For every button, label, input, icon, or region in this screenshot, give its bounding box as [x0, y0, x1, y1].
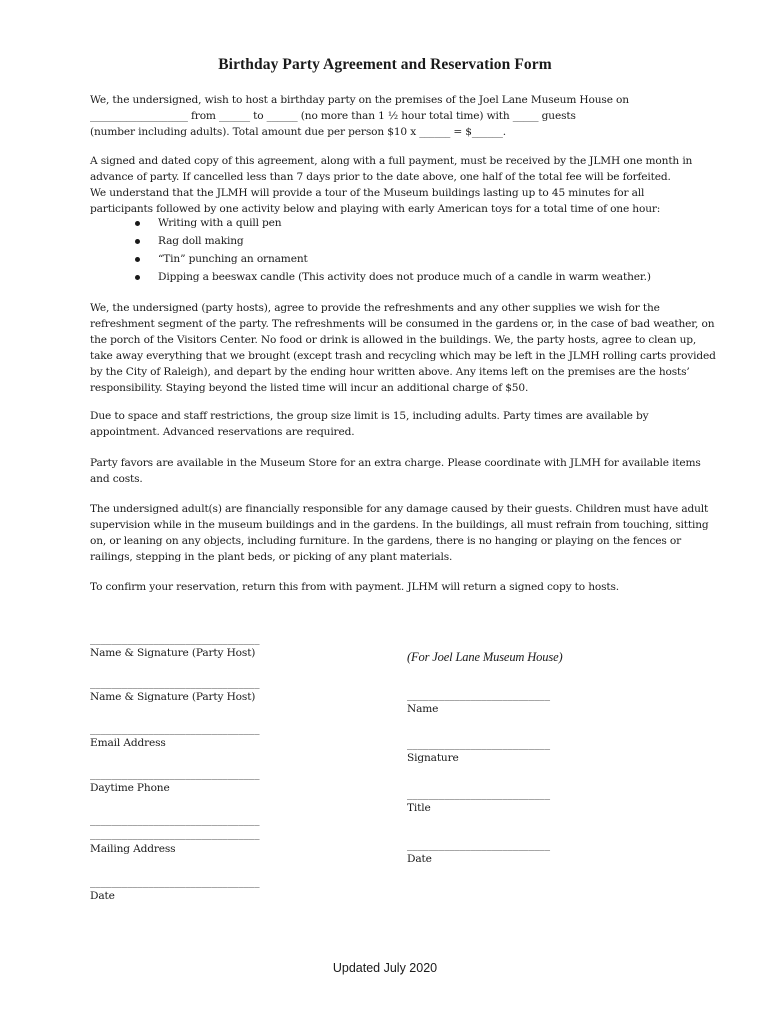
phone-line[interactable]: ________________________________: [90, 768, 260, 780]
group-size-line: appointment. Advanced reservations are required.: [90, 426, 355, 438]
museum-heading: (For Joel Lane Museum House): [407, 650, 563, 664]
phone-block: [90, 767, 260, 796]
email-line[interactable]: ________________________________: [90, 723, 260, 735]
phone-label: Daytime Phone: [90, 782, 170, 794]
intro-line: We, the undersigned, wish to host a birthday party on the premises of the Joel Lane Museum House on: [90, 94, 629, 106]
host-date-block: [90, 875, 260, 904]
museum-name-label: Name: [407, 703, 439, 715]
activity-item: Dipping a beeswax candle (This activity does not produce much of a candle in warm weather.): [90, 268, 690, 286]
museum-signature-label: Signature: [407, 752, 459, 764]
liability-line: supervision while in the museum buildings and in the gardens. In the buildings, all must refrain from touching, sitting: [90, 519, 709, 531]
activity-item: “Tin” punching an ornament: [90, 250, 690, 268]
payment-paragraph: [90, 153, 693, 217]
mailing-line-1[interactable]: ________________________________: [90, 814, 260, 826]
payment-line: participants followed by one activity below and playing with early American toys for a total time of one hour:: [90, 203, 661, 215]
payment-line: A signed and dated copy of this agreement, along with a full payment, must be received by the JLMH one month in: [90, 155, 693, 167]
email-block: [90, 722, 260, 751]
museum-signature-block: [407, 737, 550, 766]
museum-title-label: Title: [407, 802, 431, 814]
refreshments-line: refreshment segment of the party. The refreshments will be consumed in the gardens or, in the case of bad weather, on: [90, 318, 715, 330]
mailing-label: Mailing Address: [90, 843, 176, 855]
intro-paragraph: [90, 92, 690, 140]
liability-paragraph: [90, 501, 709, 565]
page-title: Birthday Party Agreement and Reservation Form: [218, 56, 552, 73]
email-label: Email Address: [90, 737, 166, 749]
mailing-block: [90, 813, 260, 857]
refreshments-line: take away everything that we brought (except trash and recycling which may be left in the JLMH rolling carts provided: [90, 350, 716, 362]
host-date-line[interactable]: ________________________________: [90, 876, 260, 888]
payment-line: We understand that the JLMH will provide a tour of the Museum buildings lasting up to 45 minutes for all: [90, 187, 645, 199]
host-name-line[interactable]: ________________________________: [90, 677, 260, 689]
activities-list: [90, 214, 690, 286]
activity-item: Rag doll making: [90, 232, 690, 250]
museum-date-block: [407, 838, 550, 867]
museum-signature-line[interactable]: ___________________________: [407, 738, 551, 750]
museum-title-line[interactable]: ___________________________: [407, 788, 551, 800]
confirm-line: To confirm your reservation, return this from with payment. JLHM will return a signed copy to hosts.: [90, 581, 620, 593]
intro-line: ___________________ from ______ to ______ (no more than 1 ½ hour total time) with _____ guests: [90, 110, 576, 122]
refreshments-line: by the City of Raleigh), and depart by the ending hour written above. Any items left on the premises are the hosts’: [90, 366, 690, 378]
museum-title-block: [407, 787, 550, 816]
favors-paragraph: [90, 455, 701, 487]
favors-line: Party favors are available in the Museum Store for an extra charge. Please coordinate with JLMH for available items: [90, 457, 701, 469]
liability-line: on, or leaning on any objects, including furniture. In the gardens, there is no hanging or playing on the fences or: [90, 535, 682, 547]
group-size-line: Due to space and staff restrictions, the group size limit is 15, including adults. Party times are available by: [90, 410, 649, 422]
museum-date-line[interactable]: ___________________________: [407, 839, 551, 851]
confirm-paragraph: [90, 579, 690, 595]
favors-line: and costs.: [90, 473, 143, 485]
refreshments-line: the porch of the Visitors Center. No food or drink is allowed in the buildings. We, the party hosts, agree to clean up,: [90, 334, 697, 346]
host-name-block-1: [90, 632, 260, 661]
museum-date-label: Date: [407, 853, 432, 865]
host-name-line[interactable]: ________________________________: [90, 633, 260, 645]
museum-heading-block: [407, 650, 563, 665]
museum-name-line[interactable]: ___________________________: [407, 689, 551, 701]
liability-line: The undersigned adult(s) are financially responsible for any damage caused by their guests. Children must have adult: [90, 503, 709, 515]
refreshments-line: We, the undersigned (party hosts), agree to provide the refreshments and any other supplies we wish for the: [90, 302, 660, 314]
refreshments-line: responsibility. Staying beyond the listed time will incur an additional charge of $50.: [90, 382, 529, 394]
footer-updated: Updated July 2020: [332, 961, 438, 975]
host-date-label: Date: [90, 890, 115, 902]
mailing-line-2[interactable]: ________________________________: [90, 828, 260, 840]
host-name-block-2: [90, 676, 260, 705]
refreshments-paragraph: [90, 300, 716, 396]
payment-line: advance of party. If cancelled less than 7 days prior to the date above, one half of the total fee will be forfeited.: [90, 171, 671, 183]
host-name-label: Name & Signature (Party Host): [90, 647, 256, 659]
museum-name-block: [407, 688, 550, 717]
group-size-paragraph: [90, 408, 690, 440]
activity-item: Writing with a quill pen: [90, 214, 690, 232]
intro-line: (number including adults). Total amount due per person $10 x ______ = $______.: [90, 126, 506, 138]
liability-line: railings, stepping in the plant beds, or picking of any plant materials.: [90, 551, 453, 563]
host-name-label: Name & Signature (Party Host): [90, 691, 256, 703]
